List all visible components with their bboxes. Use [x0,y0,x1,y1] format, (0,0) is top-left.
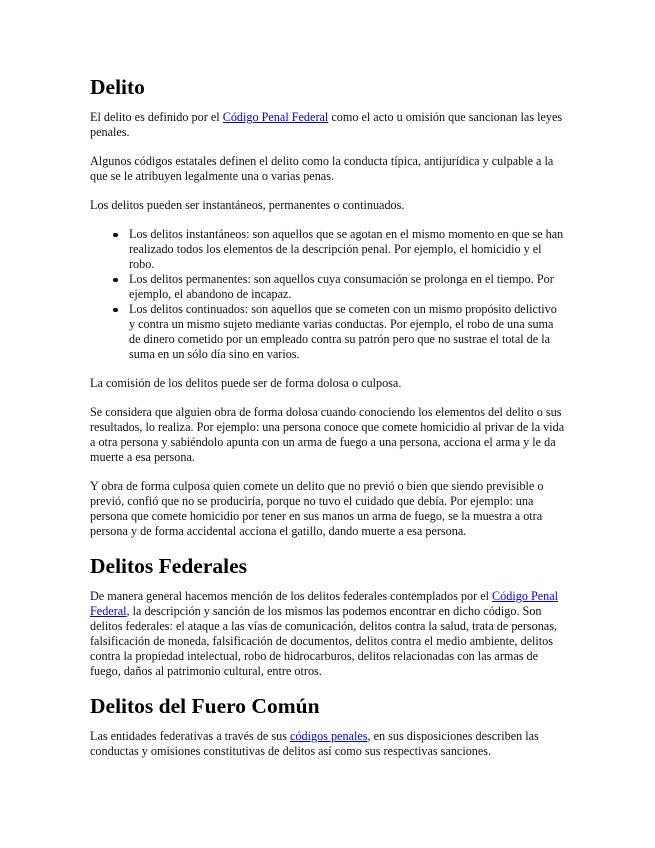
paragraph-dolosa: Se considera que alguien obra de forma dolosa cuando conociendo los elementos del delito o sus resultados, lo realiza. Por ejemplo: una persona conoce que comete homicidio al privar de la vida a otra persona y sabiéndolo apunta con un arma de fuego a una persona, acciona el arma y le da muerte a esa persona. [90,405,565,464]
text-fragment: , la descripción y sanción de los mismos las podemos encontrar en dicho código. Son delitos federales: el ataque a las vías de comunicación, delitos contra la salud, trata de personas, falsificación de moneda, falsificación de documentos, delitos contra el medio ambiente, delitos contra la propiedad intelectual, robo de hidrocarburos, delitos relacionadas con las armas de fuego, daños al patrimonio cultural, entre otros. [90,604,558,678]
list-item: Los delitos continuados: son aquellos que se cometen con un mismo propósito delictivo y contra un mismo sujeto mediante varias conductas. Por ejemplo, el robo de una suma de dinero cometido por un empleado contra su patrón pero que no sustrae el total de la suma en un sólo día sino en varios. [129,302,565,362]
paragraph-culposa: Y obra de forma culposa quien comete un delito que no previó o bien que siendo previsible o previó, confió que no se produciría, porque no tuvo el cuidado que debía. Por ejemplo: una persona que comete homicidio por tener en sus manos un arma de fuego, se la muestra a otra persona y de forma accidental acciona el gatillo, dando muerte a esa persona. [90,479,544,538]
paragraph-fuero-comun [90,729,565,759]
paragraph-codigos-estatales: Algunos códigos estatales definen el delito como la conducta típica, antijurídica y culpable a la que se le atribuyen legalmente una o varias penas. [90,154,554,183]
delitos-types-list [90,227,565,362]
text-fragment: Las entidades federativas a través de sus [90,729,290,743]
link-codigo-penal-federal[interactable]: Código Penal Federal [222,110,329,124]
text-fragment: De manera general hacemos mención de los delitos federales contemplados por el [90,589,493,603]
paragraph-definition [90,110,565,140]
heading-fuero-comun: Delitos del Fuero Común [90,694,320,718]
list-item: Los delitos instantáneos: son aquellos que se agotan en el mismo momento en que se han realizado todos los elementos de la descripción penal. Por ejemplo, el homicidio y el robo. [129,227,564,271]
paragraph-tipos: Los delitos pueden ser instantáneos, permanentes o continuados. [90,198,405,212]
heading-delitos-federales: Delitos Federales [90,554,248,578]
text-fragment: , en sus disposiciones describen las conductas y omisiones constitutivas de delitos así como sus respectivas sanciones. [90,729,539,758]
link-codigos-penales[interactable]: códigos penales [290,729,368,743]
heading-delito: Delito [90,75,145,99]
paragraph-comision: La comisión de los delitos puede ser de forma dolosa o culposa. [90,376,402,390]
list-item: Los delitos permanentes: son aquellos cuya consumación se prolonga en el tiempo. Por ejemplo, el abandono de incapaz. [129,272,565,302]
text-fragment: El delito es definido por el [90,110,223,124]
link-codigo-penal-federal-2[interactable]: Código Penal Federal [90,589,559,618]
text-fragment: como el acto u omisión que sancionan las leyes penales. [90,110,563,139]
document-page [90,74,565,773]
paragraph-federales [90,589,565,679]
